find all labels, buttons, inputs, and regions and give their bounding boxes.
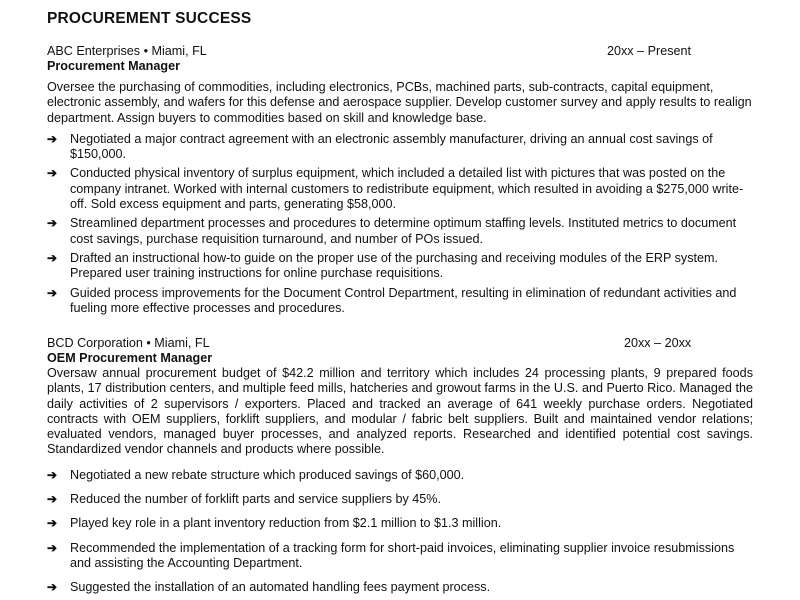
arrow-right-icon: ➔ [47,580,58,595]
job-summary: Oversaw annual procurement budget of $42.2 million and territory which includes 24 processing plants, 9 prepared foods plants, 17 distribution centers, and multiple feed mills, hatcheries and growout farms in the U.S. and Puerto Rico. Managed the daily activities of 2 supervisors / exporters. Placed and tracked an average of 641 weekly purchase orders. Negotiated contracts with OEM suppliers, forklift suppliers, and modular / fabric belt suppliers. Built and maintained vendor relations; evaluated vendors, managed buyer processes, and analyzed reports. Researched and identified potential cost savings. Standardized vendor channels and products where possible. [47,366,753,457]
list-item [47,541,753,572]
arrow-right-icon: ➔ [47,492,58,507]
bullet-text: Negotiated a new rebate structure which produced savings of $60,000. [70,467,465,482]
job-header [47,43,753,59]
list-item [47,468,753,483]
bullet-text: Streamlined department processes and procedures to determine optimum staffing levels. Instituted metrics to document cost savings, purchase requisition turnaround, and number of POs issued. [70,216,737,246]
bullet-text: Played key role in a plant inventory reduction from $2.1 million to $1.3 million. [70,516,502,531]
arrow-right-icon: ➔ [47,166,58,181]
arrow-right-icon: ➔ [47,540,58,555]
bullet-text: Suggested the installation of an automated handling fees payment process. [70,580,491,595]
list-item [47,132,753,163]
section-title: PROCUREMENT SUCCESS [47,10,252,27]
list-item [47,251,753,282]
job-entry-abc [47,43,753,316]
list-item [47,580,753,595]
bullet-text: Drafted an instructional how-to guide on the proper use of the purchasing and receiving modules of the ERP system. Prepared user training instructions for online purchase requisitions. [70,250,719,281]
job-entry-bcd [47,335,753,596]
bullet-text: Conducted physical inventory of surplus equipment, which included a detailed list with pictures that was posted on the company intranet. Worked with internal customers to redistribute equipment, which resulted in avoiding a $275,000 write-off. Sold excess equipment and parts, generating $58,000. [70,166,744,212]
company-location: BCD Corporation • Miami, FL [47,336,210,350]
job-title: OEM Procurement Manager [47,351,213,365]
bullet-text: Reduced the number of forklift parts and service suppliers by 45%. [70,492,442,507]
arrow-right-icon: ➔ [47,516,58,531]
bullet-text: Recommended the implementation of a tracking form for short-paid invoices, eliminating supplier invoice resubmissions and assisting the Accounting Department. [70,540,735,570]
job-summary: Oversee the purchasing of commodities, including electronics, PCBs, machined parts, sub-contracts, capital equipment, electronic assembly, and wafers for this defense and aerospace supplier. Develop customer survey and apply results to realign department. Assign buyers to commodities based on skill and knowledge base. [47,80,752,125]
arrow-right-icon: ➔ [47,285,58,300]
arrow-right-icon: ➔ [47,250,58,265]
list-item [47,286,753,317]
list-item [47,166,753,212]
bullet-text: Negotiated a major contract agreement with an electronic assembly manufacturer, driving an annual cost savings of $150,000. [70,131,713,162]
employment-dates: 20xx – 20xx [624,336,692,350]
job-header [47,335,753,351]
list-item [47,516,753,531]
company-location: ABC Enterprises • Miami, FL [47,44,207,58]
employment-dates: 20xx – Present [607,44,692,58]
list-item [47,216,753,247]
arrow-right-icon: ➔ [47,131,58,146]
list-item [47,492,753,507]
arrow-right-icon: ➔ [47,467,58,482]
arrow-right-icon: ➔ [47,216,58,231]
achievement-list [47,468,753,596]
bullet-text: Guided process improvements for the Document Control Department, resulting in elimination of redundant activities and fueling more effective processes and procedures. [70,285,737,315]
job-title: Procurement Manager [47,59,180,73]
achievement-list [47,132,753,316]
